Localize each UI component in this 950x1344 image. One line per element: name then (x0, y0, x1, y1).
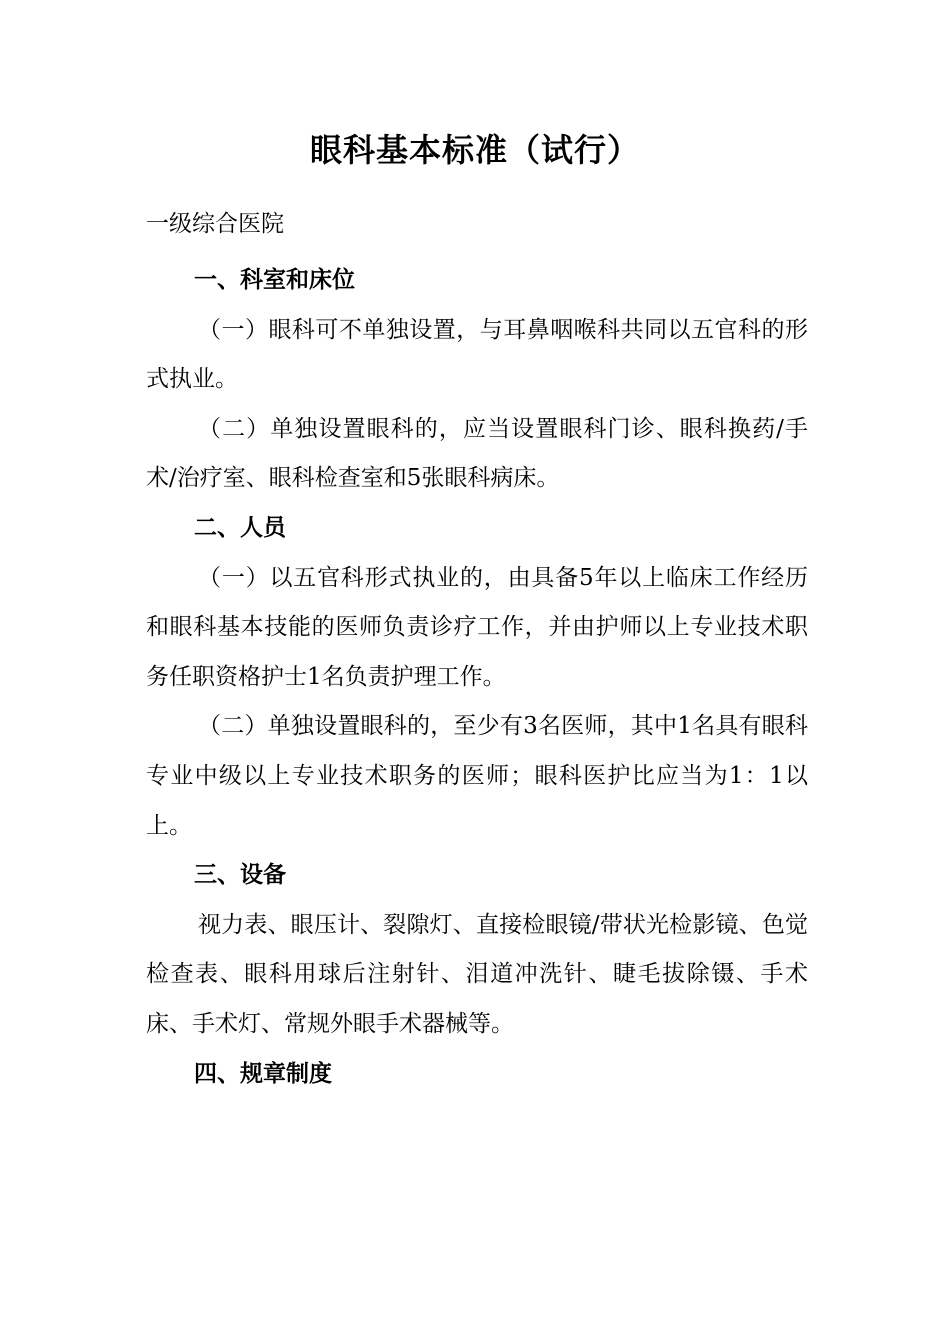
paragraph-equipment: 视力表、眼压计、裂隙灯、直接检眼镜/带状光检影镜、色觉检查表、眼科用球后注射针、泪道冲洗针、睫毛拔除镊、手术床、手术灯、常规外眼手术器械等。 (146, 911, 808, 1037)
section-heading-equipment: 三、设备 (194, 862, 286, 889)
section-heading-departments-beds: 一、科室和床位 (194, 267, 355, 293)
paragraph-departments-2: （二）单独设置眼科的，应当设置眼科门诊、眼科换药/手术/治疗室、眼科检查室和5张眼科病床。 (146, 415, 808, 492)
paragraph-departments-1: （一）眼科可不单独设置，与耳鼻咽喉科共同以五官科的形式执业。 (146, 316, 808, 393)
document-title: 眼科基本标准（试行） (309, 131, 640, 169)
document-body (146, 256, 808, 1099)
section-heading-personnel: 二、人员 (194, 514, 286, 541)
paragraph-personnel-2: （二）单独设置眼科的，至少有3名医师，其中1名具有眼科专业中级以上专业技术职务的医师；眼科医护比应当为1：1以上。 (146, 713, 808, 839)
section-heading-regulations: 四、规章制度 (194, 1060, 332, 1087)
paragraph-personnel-1: （一）以五官科形式执业的，由具备5年以上临床工作经历和眼科基本技能的医师负责诊疗工作，并由护师以上专业技术职务任职资格护士1名负责护理工作。 (146, 564, 808, 690)
hospital-level-label: 一级综合医院 (146, 211, 284, 237)
